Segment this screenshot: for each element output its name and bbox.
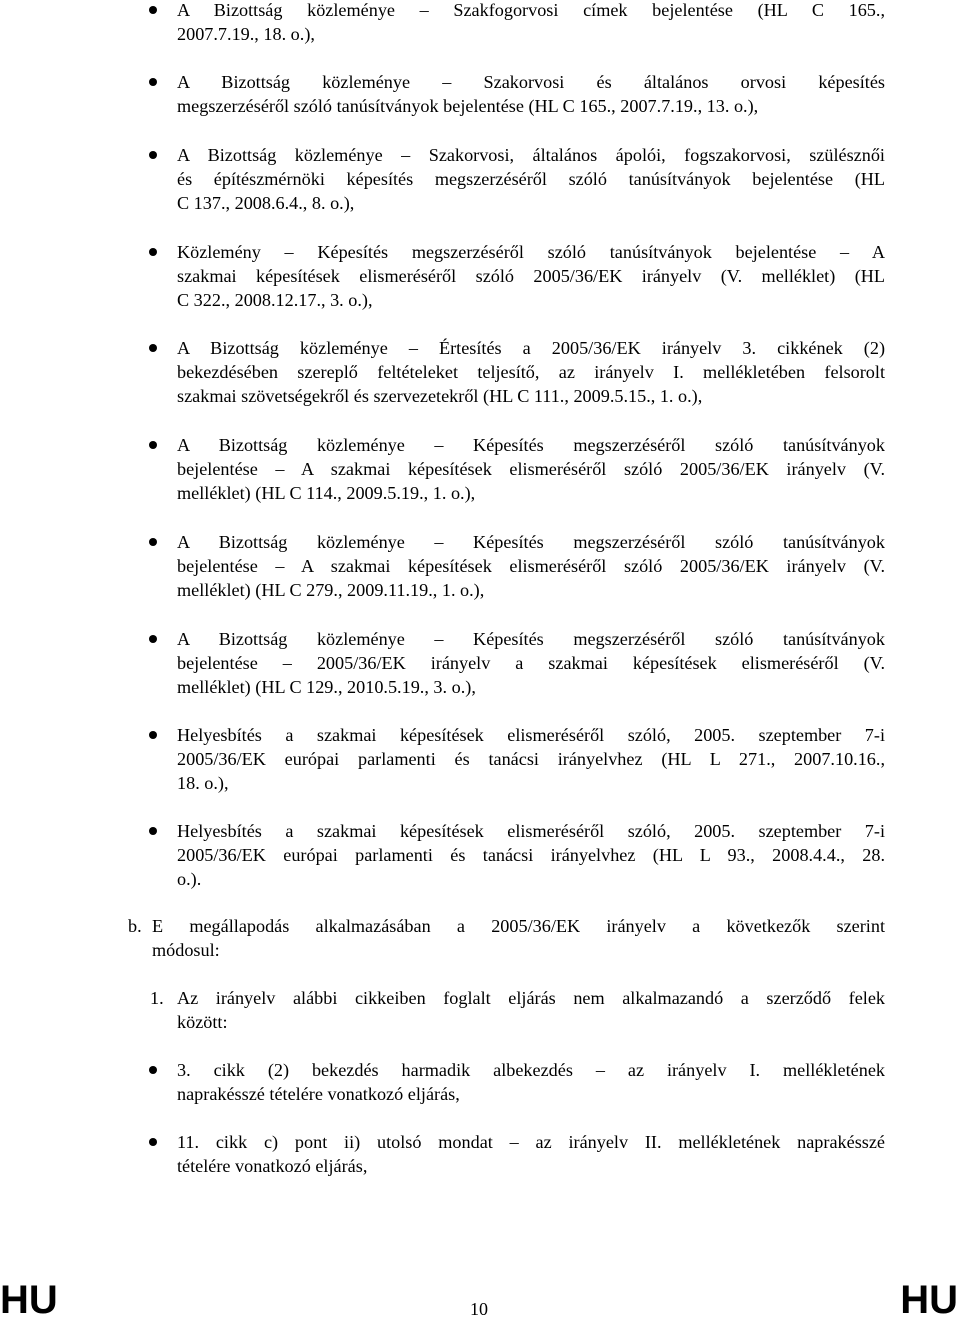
list-item-line: A Bizottság közleménye – Szakorvosi, általános ápolói, fogszakorvosi, szülésznői [177,145,885,165]
list-item [177,240,885,312]
numbered-item-text [177,986,885,1034]
numbered-item-line: között: [177,1012,228,1032]
list-item-line: A Bizottság közleménye – Képesítés megszerzéséről szóló tanúsítványok [177,629,885,649]
list-item-line: naprakésszé tételére vonatkozó eljárás, [177,1084,460,1104]
list-item-line: 2005/36/EK európai parlamenti és tanácsi irányelvhez (HL L 271., 2007.10.16., [177,749,885,769]
list-item [177,530,885,602]
footer-language-left: HU [0,1278,58,1322]
list-item-line: tételére vonatkozó eljárás, [177,1156,368,1176]
list-item-line: melléklet) (HL C 279., 2009.11.19., 1. o.), [177,580,485,600]
list-item-line: 11. cikk c) pont ii) utolsó mondat – az irányelv II. mellékletének naprakésszé [177,1132,885,1152]
list-item [177,1130,885,1178]
bullet-icon [149,827,157,835]
bullet-icon [149,635,157,643]
list-item-line: melléklet) (HL C 114., 2009.5.19., 1. o.), [177,483,476,503]
section-b-marker: b. [128,916,142,936]
list-item-line: Helyesbítés a szakmai képesítések elismeréséről szóló, 2005. szeptember 7-i [177,725,885,745]
list-item-line: megszerzéséről szóló tanúsítványok bejelentése (HL C 165., 2007.7.19., 13. o.), [177,96,759,116]
list-item-line: szakmai szövetségekről és szervezetekről (HL C 111., 2009.5.15., 1. o.), [177,386,703,406]
list-item-line: A Bizottság közleménye – Képesítés megszerzéséről szóló tanúsítványok [177,435,885,455]
bullet-icon [149,151,157,159]
list-item [177,723,885,795]
list-item-line: bejelentése – 2005/36/EK irányelv a szakmai képesítések elismeréséről (V. [177,653,885,673]
bullet-icon [149,1066,157,1074]
list-item-line: Helyesbítés a szakmai képesítések elismeréséről szóló, 2005. szeptember 7-i [177,821,885,841]
page-number: 10 [470,1299,488,1319]
list-item-line: bejelentése – A szakmai képesítések elismeréséről szóló 2005/36/EK irányelv (V. [177,556,885,576]
list-item-line: Közlemény – Képesítés megszerzéséről szóló tanúsítványok bejelentése – A [177,242,885,262]
list-item-line: és építészmérnöki képesítés megszerzéséről szóló tanúsítványok bejelentése (HL [177,169,885,189]
list-item [177,433,885,505]
list-item [177,627,885,699]
numbered-item-marker: 1. [150,988,164,1008]
list-item-line: o.). [177,869,202,889]
list-item-line: 3. cikk (2) bekezdés harmadik albekezdés – az irányelv I. mellékletének [177,1060,885,1080]
list-item-line: bekezdésében szereplő feltételeket teljesítő, az irányelv I. mellékletében felsorolt [177,362,885,382]
bullet-icon [149,344,157,352]
bullet-icon [149,78,157,86]
bullet-icon [149,731,157,739]
list-item-line: 2005/36/EK európai parlamenti és tanácsi irányelvhez (HL L 93., 2008.4.4., 28. [177,845,885,865]
bullet-icon [149,248,157,256]
list-item-line: A Bizottság közleménye – Szakorvosi és általános orvosi képesítés [177,72,885,92]
list-item-line: 18. o.), [177,773,229,793]
list-item-line: A Bizottság közleménye – Képesítés megszerzéséről szóló tanúsítványok [177,532,885,552]
bullet-icon [149,1138,157,1146]
section-b-line: E megállapodás alkalmazásában a 2005/36/EK irányelv a következők szerint [152,916,885,936]
list-item [177,70,885,118]
bullet-icon [149,6,157,14]
list-item [177,336,885,408]
list-item-line: C 137., 2008.6.4., 8. o.), [177,193,355,213]
list-item-line: 2007.7.19., 18. o.), [177,24,315,44]
list-item-line: szakmai képesítések elismeréséről szóló 2005/36/EK irányelv (V. melléklet) (HL [177,266,885,286]
list-item-line: A Bizottság közleménye – Értesítés a 2005/36/EK irányelv 3. cikkének (2) [177,338,885,358]
numbered-item-line: Az irányelv alábbi cikkeiben foglalt eljárás nem alkalmazandó a szerződő felek [177,988,885,1008]
list-item-line: A Bizottság közleménye – Szakfogorvosi címek bejelentése (HL C 165., [177,0,885,20]
list-item [177,819,885,891]
list-item [177,0,885,46]
bullet-icon [149,538,157,546]
list-item [177,143,885,215]
list-item-line: C 322., 2008.12.17., 3. o.), [177,290,373,310]
section-b-text [152,914,885,962]
list-item-line: bejelentése – A szakmai képesítések elismeréséről szóló 2005/36/EK irányelv (V. [177,459,885,479]
list-item-line: melléklet) (HL C 129., 2010.5.19., 3. o.), [177,677,476,697]
list-item [177,1058,885,1106]
bullet-icon [149,441,157,449]
section-b-line: módosul: [152,940,220,960]
footer-language-right: HU [900,1278,958,1322]
